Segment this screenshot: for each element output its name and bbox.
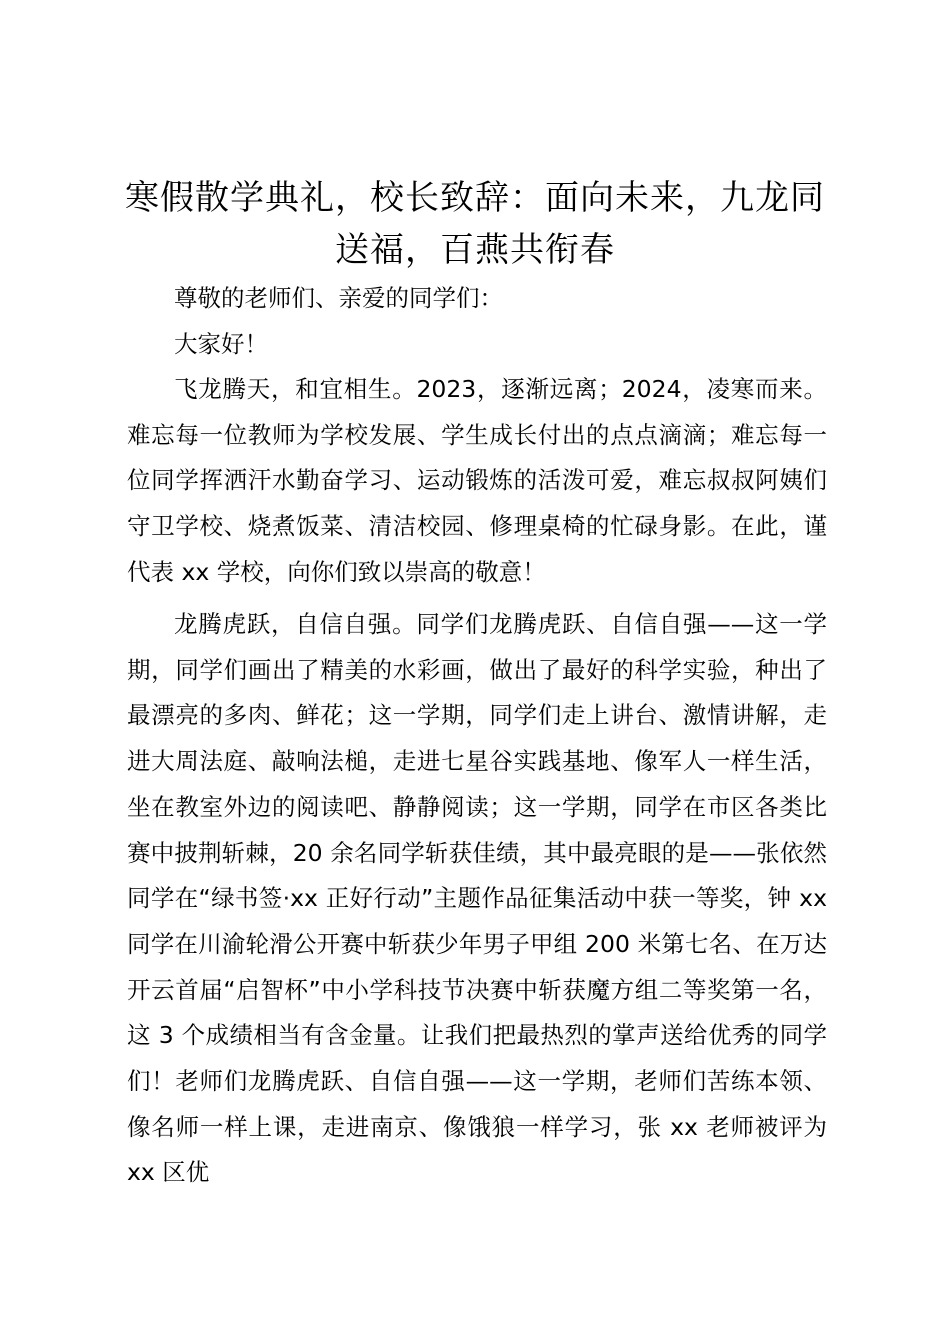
salutation: 尊敬的老师们、亲爱的同学们： [174,284,503,312]
paragraph-2: 龙腾虎跃，自信自强。同学们龙腾虎跃、自信自强——这一学期，同学们画出了精美的水彩画，做出了最好的科学实验，种出了最漂亮的多肉、鲜花；这一学期，同学们走上讲台、激情讲解，走进大周法庭、敲响法槌，走进七星谷实践基地、像军人一样生活，坐在教室外边的阅读吧、静静阅读；这一学期，同学在市区各类比赛中披荆斩棘，20 余名同学斩获佳绩，其中最亮眼的是——张依然同学在“绿书签·xx 正好行动”主题作品征集活动中获一等奖，钟 xx 同学在川渝轮滑公开赛中斩获少年男子甲组 200 米第七名、在万达开云首届“启智杯”中小学科技节决赛中斩获魔方组二等奖第一名，这 3 个成绩相当有含金量。让我们把最热烈的掌声送给优秀的同学们！老师们龙腾虎跃、自信自强——这一学期，老师们苦练本领、像名师一样上课，走进南京、像饿狼一样学习，张 xx 老师被评为 xx 区优 [127,610,827,1187]
paragraph-1: 飞龙腾天，和宜相生。2023，逐渐远离；2024，凌寒而来。难忘每一位教师为学校发展、学生成长付出的点点滴滴；难忘每一位同学挥洒汗水勤奋学习、运动锻炼的活泼可爱，难忘叔叔阿姨们守卫学校、烧煮饭菜、清洁校园、修理桌椅的忙碌身影。在此，谨代表 xx 学校，向你们致以崇高的敬意！ [127,375,827,586]
greeting: 大家好！ [174,330,268,358]
document-title: 寒假散学典礼，校长致辞：面向未来，九龙同送福，百燕共衔春 [125,178,825,270]
